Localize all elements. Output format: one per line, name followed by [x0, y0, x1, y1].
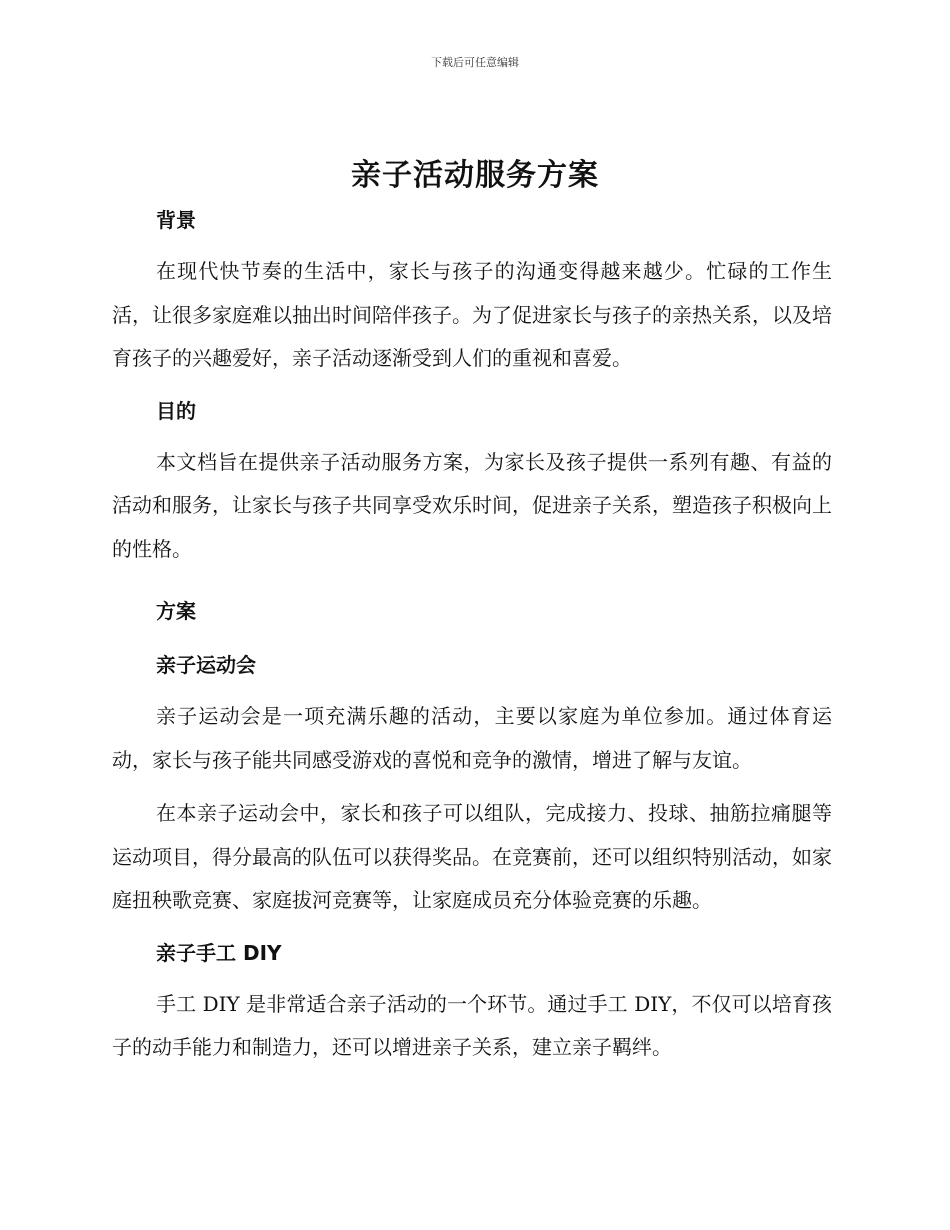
heading-background: 背景 [156, 208, 196, 232]
document-title: 亲子活动服务方案 [351, 158, 599, 193]
paragraph-sports-1: 亲子运动会是一项充满乐趣的活动，主要以家庭为单位参加。通过体育运动，家长与孩子能共同感受游戏的喜悦和竞争的激情，增进了解与友谊。 [112, 704, 832, 772]
header-note: 下载后可任意编辑 [431, 56, 519, 69]
heading-plan: 方案 [156, 599, 196, 623]
heading-diy: 亲子手工 DIY [156, 940, 282, 965]
paragraph-diy: 手工 DIY 是非常适合亲子活动的一个环节。通过手工 DIY，不仅可以培育孩子的动手能力和制造力，还可以增进亲子关系，建立亲子羁绊。 [112, 991, 832, 1059]
paragraph-background: 在现代快节奏的生活中，家长与孩子的沟通变得越来越少。忙碌的工作生活，让很多家庭难以抽出时间陪伴孩子。为了促进家长与孩子的亲热关系，以及培育孩子的兴趣爱好，亲子活动逐渐受到人们的重视和喜爱。 [112, 259, 832, 370]
heading-purpose: 目的 [156, 398, 196, 423]
paragraph-sports-2: 在本亲子运动会中，家长和孩子可以组队，完成接力、投球、抽筋拉痛腿等运动项目，得分最高的队伍可以获得奖品。在竞赛前，还可以组织特别活动，如家庭扭秧歌竞赛、家庭拔河竞赛等，让家庭成员充分体验竞赛的乐趣。 [112, 801, 832, 912]
document-body [112, 200, 832, 1070]
heading-sports: 亲子运动会 [156, 653, 256, 677]
paragraph-purpose: 本文档旨在提供亲子活动服务方案，为家长及孩子提供一系列有趣、有益的活动和服务，让家长与孩子共同享受欢乐时间，促进亲子关系，塑造孩子积极向上的性格。 [112, 449, 832, 561]
